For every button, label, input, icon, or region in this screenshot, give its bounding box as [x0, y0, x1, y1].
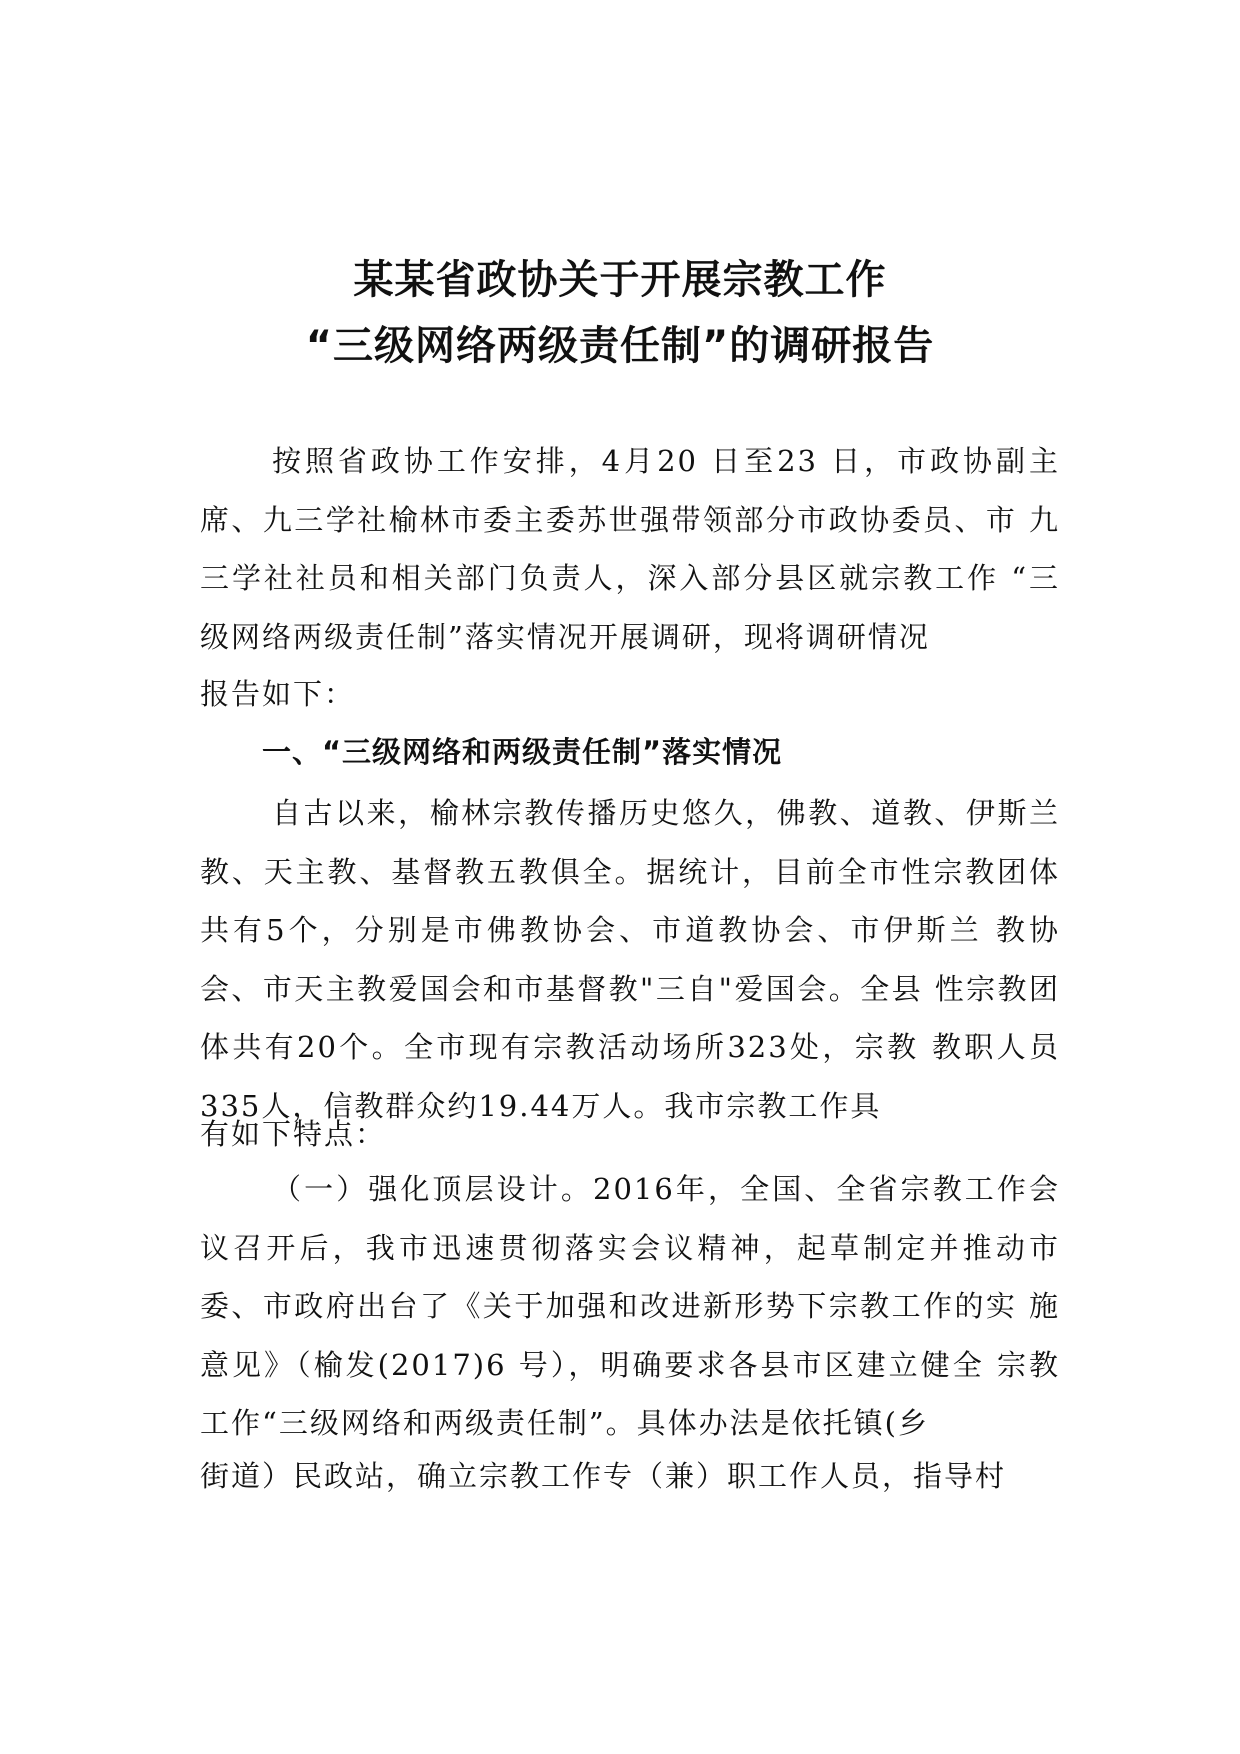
document-title-line-2: “三级网络两级责任制”的调研报告 [305, 323, 935, 369]
section-1-heading: 一、“三级网络和两级责任制”落实情况 [262, 735, 783, 769]
section-1-continuation: 有如下特点： [200, 1117, 387, 1151]
subsection-1-continuation: 街道）民政站，确立宗教工作专（兼）职工作人员，指导村 [200, 1459, 1007, 1493]
document-title-line-1: 某某省政协关于开展宗教工作 [353, 257, 887, 303]
subsection-1-paragraph: （一）强化顶层设计。2016年，全国、全省宗教工作会 议召开后，我市迅速贯彻落实会议精神，起草制定并推动市 委、市政府出台了《关于加强和改进新形势下宗教工作的实 施意见》（榆发(2017)6 号），明确要求各县市区建立健全 宗教工作“三级网络和两级责任制”。具体办法是依托镇(乡 [200, 1172, 1060, 1440]
section-1-paragraph: 自古以来，榆林宗教传播历史悠久，佛教、道教、伊斯兰教、天主教、基督教五教俱全。据统计，目前全市性宗教团体共有5个，分别是市佛教协会、市道教协会、市伊斯兰 教协会、市天主教爱国会和市基督教"三自"爱国会。全县 性宗教团体共有20个。全市现有宗教活动场所323处，宗教 教职人员335人，信教群众约19.44万人。我市宗教工作具 [200, 796, 1060, 1123]
intro-continuation: 报告如下： [200, 677, 356, 711]
intro-paragraph: 按照省政协工作安排，4月20 日至23 日，市政协副主 席、九三学社榆林市委主委苏世强带领部分市政协委员、市 九三学社社员和相关部门负责人，深入部分县区就宗教工作 “三级网络两级责任制”落实情况开展调研，现将调研情况 [200, 444, 1060, 654]
